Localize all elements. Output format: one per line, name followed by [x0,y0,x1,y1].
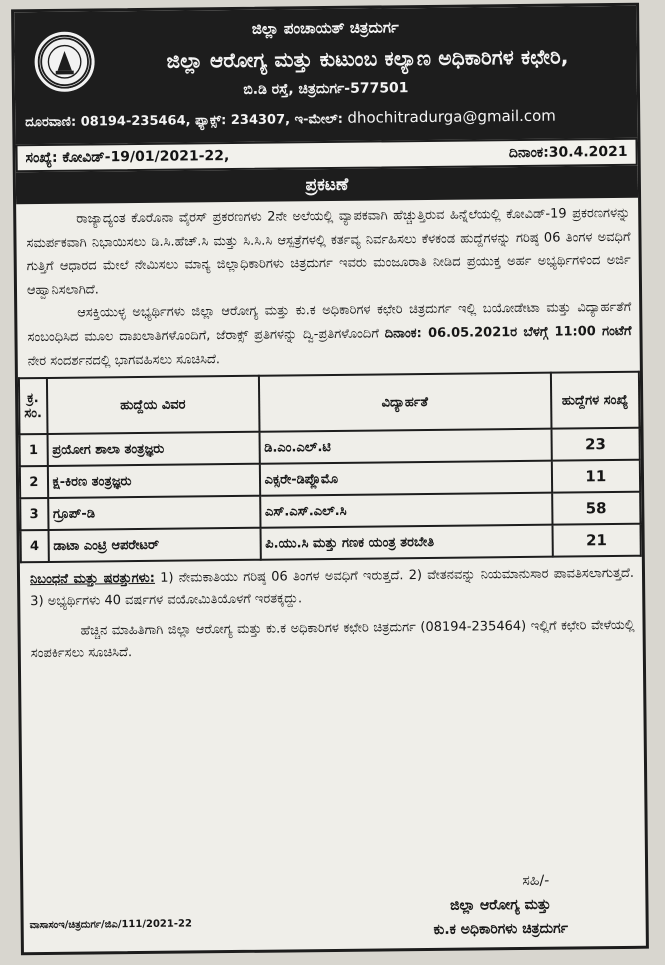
phone-number: 08194-235464, [80,113,191,130]
row-serial-no: 1 [20,434,48,466]
signature-mark: ಸಹಿ/- [522,872,550,890]
contact-note-text: ಹೆಚ್ಚಿನ ಮಾಹಿತಿಗಾಗಿ ಜಿಲ್ಲಾ ಆರೋಗ್ಯ ಮತ್ತು ಕು.ಕ ಅಧಿಕಾರಿಗಳ ಕಛೇರಿ ಚಿತ್ರದುರ್ಗ (08194-235464) ಇಲ್ಲಿಗೆ ಕಛೇರಿ ವೇಳೆಯಲ್ಲಿ ಸಂಪರ್ಕಿಸಲು ಸೂಚಿಸಿದೆ. [30,617,635,662]
paragraph-2-start: ಆಸಕ್ತಿಯುಳ್ಳ ಅಭ್ಯರ್ಥಿಗಳು ಜಿಲ್ಲಾ ಆರೋಗ್ಯ ಮತ್ತು ಕು.ಕ ಅಧಿಕಾರಿಗಳ ಕಛೇರಿ ಚಿತ್ರದುರ್ಗ ಇಲ್ಲಿ ಬಯೋಡೇಟಾ ಮತ್ತು ವಿದ್ಯಾರ್ಹತೆಗೆ ಸಂಬಂಧಿಸಿದ ಮೂಲ ದಾಖಲಾತಿಗಳೊಂದಿಗೆ, ಜೆರಾಕ್ಸ್ ಪ್ರತಿಗಳನ್ನು ದ್ವಿ-ಪ್ರತಿಗಳೊಂದಿಗೆ [27,300,632,346]
row-serial-no: 4 [21,530,49,562]
contact-line [25,106,631,130]
header-count: ಹುದ್ದೆಗಳ ಸಂಖ್ಯೆ [550,372,639,429]
release-code: ವಾಸಾಸಂಇ/ಚಿತ್ರದುರ್ಗ/ಜಿಎ/111/2021-22 [29,918,192,932]
interview-date-time: ದಿನಾಂಕ: 06.05.2021ರ ಬೆಳಗ್ಗೆ 11:00 ಗಂಟೆಗೆ [384,323,632,342]
posts-table [18,371,642,564]
paragraph-2-end: ನೇರ ಸಂದರ್ಶನದಲ್ಲಿ ಭಾಗವಹಿಸಲು ಸೂಚಿಸಿದೆ. [27,351,221,369]
row-post: ಡಾಟಾ ಎಂಟ್ರಿ ಆಪರೇಟರ್ [48,528,260,562]
notice-title: ಪ್ರಕಟಣೆ [16,166,638,205]
signatory-line-1: ಜಿಲ್ಲಾ ಆರೋಗ್ಯ ಮತ್ತು [449,896,551,914]
reference-number: ಸಂಖ್ಯೆ: ಕೋವಿಡ್-19/01/2021-22, [25,148,230,167]
header-post: ಹುದ್ದೆಯ ವಿವರ [47,376,260,434]
body-paragraph-1: ರಾಜ್ಯಾದ್ಯಂತ ಕೊರೊನಾ ವೈರಸ್ ಪ್ರಕರಣಗಳು 2ನೇ ಅಲೆಯಲ್ಲಿ ವ್ಯಾಪಕವಾಗಿ ಹೆಚ್ಚುತ್ತಿರುವ ಹಿನ್ನೆಲೆಯಲ್ಲಿ ಕೋವಿಡ್-19 ಪ್ರಕರಣಗಳನ್ನು ಸಮರ್ಪಕವಾಗಿ ನಿಭಾಯಿಸಲು ಡಿ.ಸಿ.ಹೆಚ್.ಸಿ ಮತ್ತು ಸಿ.ಸಿ.ಸಿ ಆಸ್ಪತ್ರೆಗಳಲ್ಲಿ ಕರ್ತವ್ಯ ನಿರ್ವಹಿಸಲು ಕೆಳಕಂಡ ಹುದ್ದೆಗಳನ್ನು ಗರಿಷ್ಠ 06 ತಿಂಗಳ ಅವಧಿಗೆ ಗುತ್ತಿಗೆ ಆಧಾರದ ಮೇಲೆ ನೇಮಿಸಲು ಮಾನ್ಯ ಜಿಲ್ಲಾಧಿಕಾರಿಗಳು ಚಿತ್ರದುರ್ಗ ಇವರು ಮಂಜೂರಾತಿ ನೀಡಿದ ಪ್ರಯುಕ್ತ ಅರ್ಹ ಅಭ್ಯರ್ಥಿಗಳಿಂದ ಅರ್ಜಿ ಆಹ್ವಾನಿಸಲಾಗಿದೆ. [26,205,631,298]
office-name: ಜಿಲ್ಲಾ ಆರೋಗ್ಯ ಮತ್ತು ಕುಟುಂಬ ಕಲ್ಯಾಣ ಅಧಿಕಾರಿಗಳ ಕಛೇರಿ, [166,44,569,73]
email-address: dhochitradurga@gmail.com [347,106,556,127]
row-count: 58 [552,492,641,525]
signatory-line-2: ಕು.ಕ ಅಧಿಕಾರಿಗಳು ಚಿತ್ರದುರ್ಗ [433,920,568,938]
table-row [21,524,641,562]
office-address: ಬಿ.ಡಿ ರಸ್ತೆ, ಚಿತ್ರದುರ್ಗ-577501 [243,80,409,98]
row-count: 11 [551,460,640,493]
row-post: ಗ್ರೂಪ್-ಡಿ [48,496,260,530]
row-count: 23 [551,428,640,461]
body-paragraph-2 [27,296,632,373]
row-serial-no: 3 [20,498,48,530]
header-serial-no: ಕ್ರ. ಸಂ. [19,378,47,434]
row-qualification: ಪಿ.ಯು.ಸಿ ಮತ್ತು ಗಣಕ ಯಂತ್ರ ತರಬೇತಿ [260,525,552,560]
row-count: 21 [552,524,641,557]
row-post: ಕ್ಷ-ಕಿರಣ ತಂತ್ರಜ್ಞರು [47,464,259,498]
fax-label: ಫ್ಯಾಕ್ಸ್: [194,113,227,129]
panchayat-name: ಜಿಲ್ಲಾ ಪಂಚಾಯತ್ ಚಿತ್ರದುರ್ಗ [251,18,399,38]
row-qualification: ಡಿ.ಎಂ.ಎಲ್.ಟಿ [259,429,551,464]
conditions-text: 1) ನೇಮಕಾತಿಯು ಗರಿಷ್ಠ 06 ತಿಂಗಳ ಅವಧಿಗೆ ಇರುತ್ತದೆ. 2) ವೇತನವನ್ನು ನಿಯಮಾನುಸಾರ ಪಾವತಿಸಲಾಗುತ್ತದೆ. 3) ಅಭ್ಯರ್ಥಿಗಳು 40 ವರ್ಷಗಳ ವಯೋಮಿತಿಯೊಳಗೆ ಇರತಕ್ಕದ್ದು. [30,565,635,610]
signature-block [385,868,616,942]
notice-document [11,3,649,956]
reference-date: ದಿನಾಂಕ:30.4.2021 [508,143,628,162]
row-qualification: ಎಸ್.ಎಸ್.ಎಲ್.ಸಿ [260,493,552,528]
terms-and-conditions [20,557,642,614]
header-qualification: ವಿದ್ಯಾರ್ಹತೆ [259,373,552,432]
conditions-label: ನಿಬಂಧನೆ ಮತ್ತು ಷರತ್ತುಗಳು: [29,570,156,588]
contact-note [20,607,643,666]
row-post: ಪ್ರಯೋಗ ಶಾಲಾ ತಂತ್ರಜ್ಞರು [47,432,259,466]
row-serial-no: 2 [20,466,48,498]
fax-number: 234307, [230,112,291,129]
phone-label: ದೂರವಾಣಿ: [25,114,77,131]
notice-body [16,198,640,374]
row-qualification: ಎಕ್ಸರೇ-ಡಿಪ್ಲೊಮೊ [259,461,551,496]
letterhead [14,6,638,173]
email-label: ಇ-ಮೇಲ್: [294,111,343,128]
table-header-row [19,372,640,434]
